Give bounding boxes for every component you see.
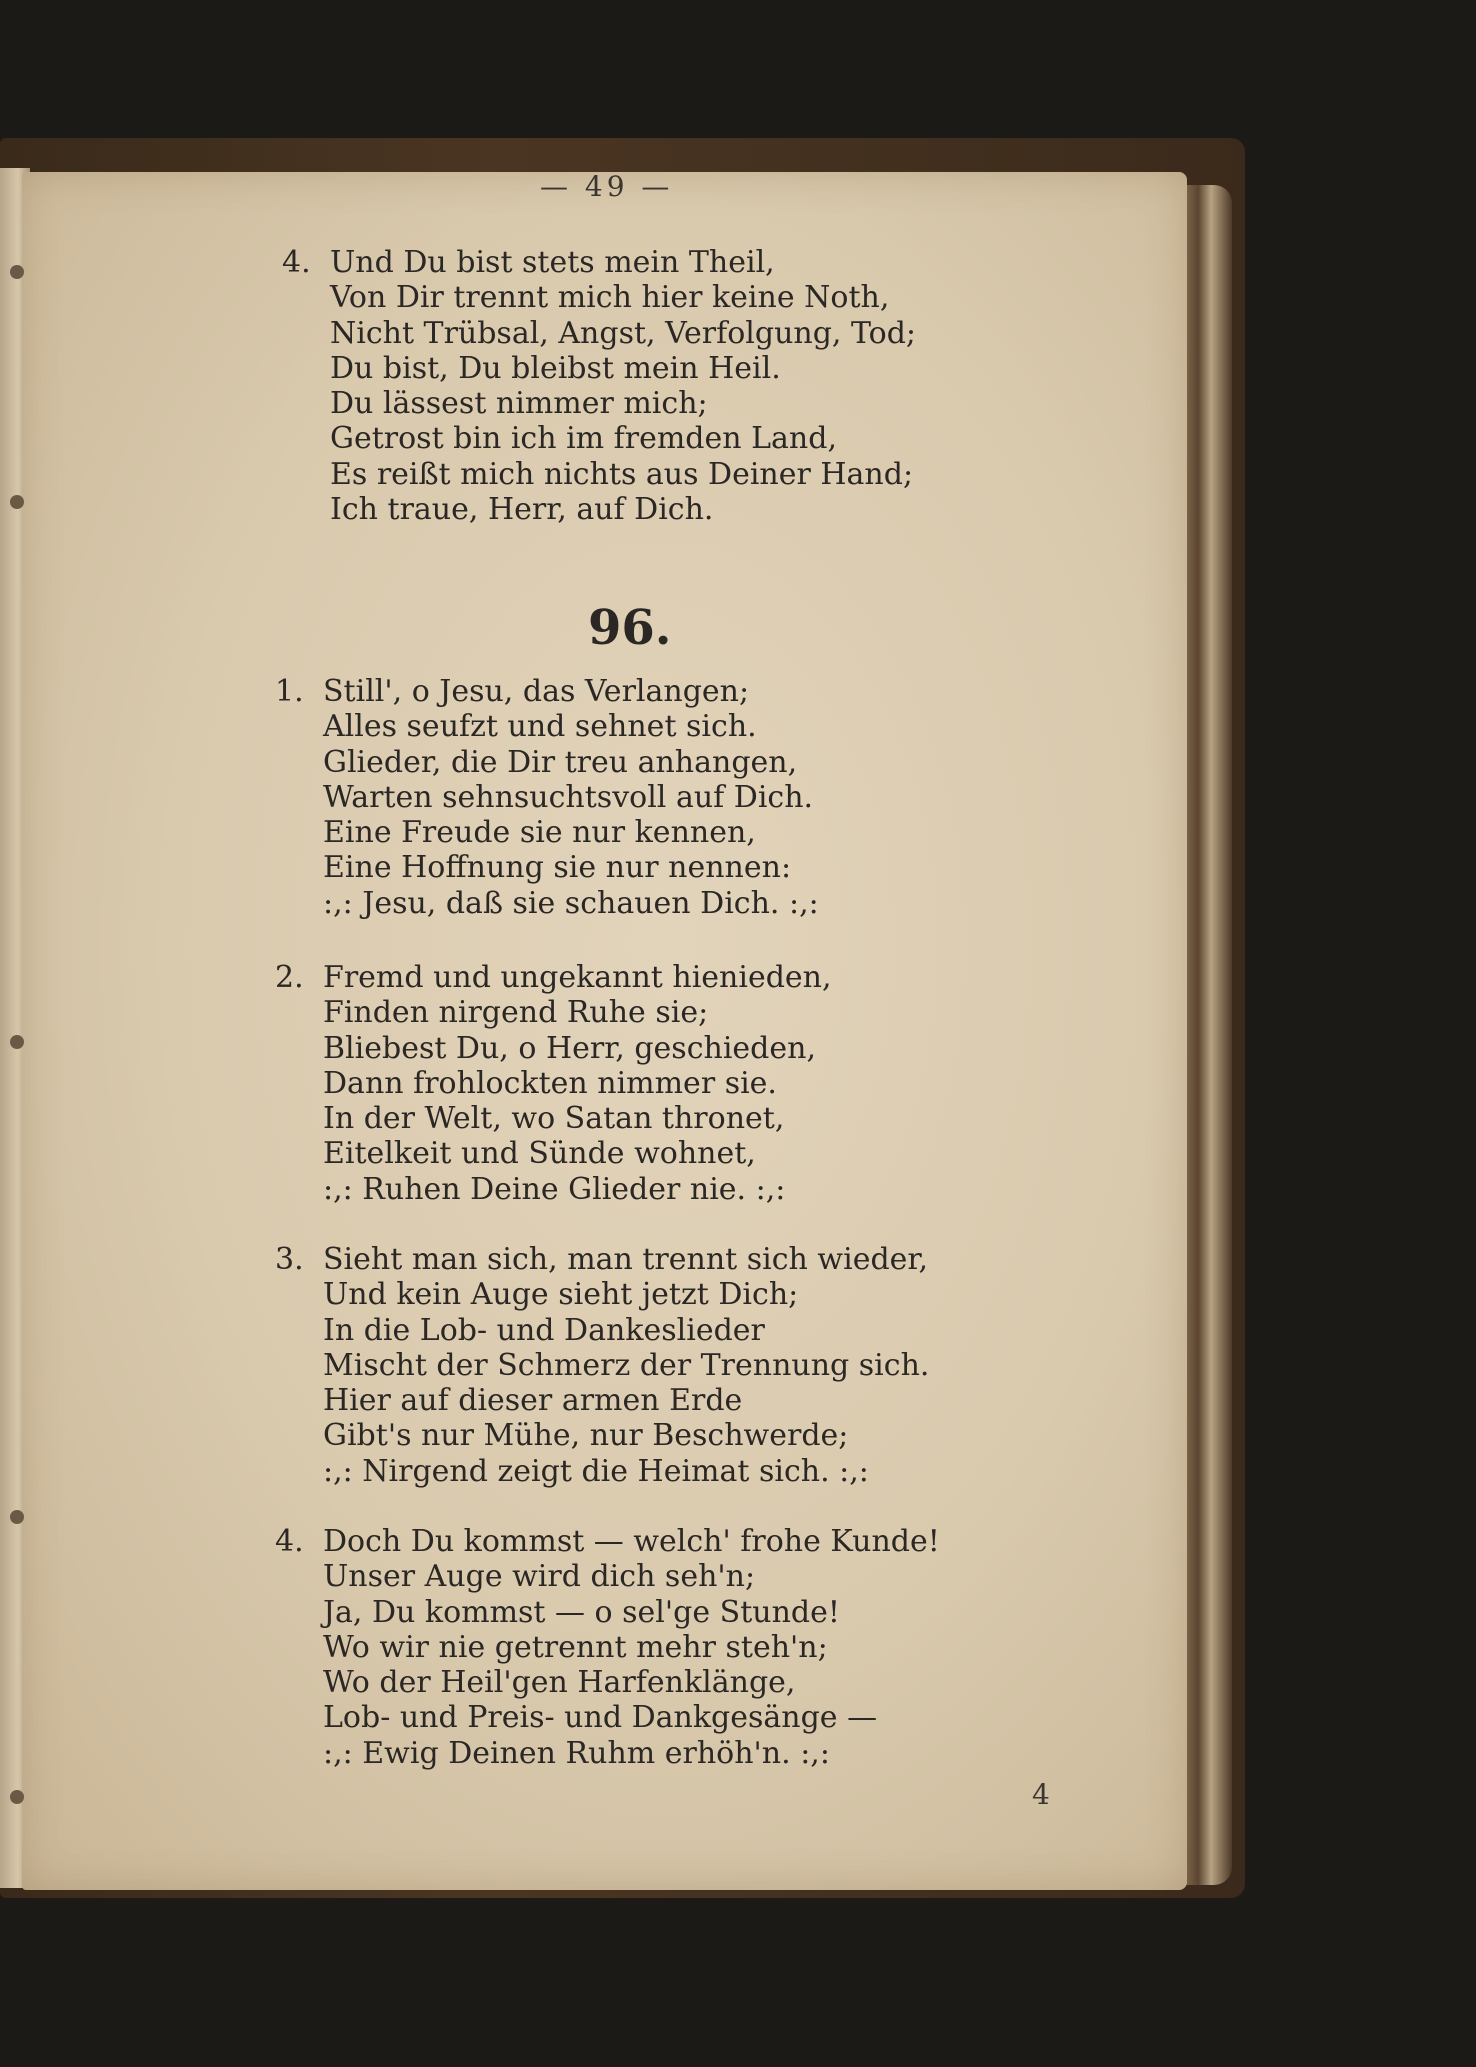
verse-line: Eitelkeit und Sünde wohnet,: [323, 1136, 756, 1172]
verse-line: Alles seufzt und sehnet sich.: [323, 709, 757, 745]
verse-line: Doch Du kommst — welch' frohe Kunde!: [323, 1524, 940, 1559]
verse-line: Finden nirgend Ruhe sie;: [323, 995, 709, 1031]
binding-stitch: [10, 265, 24, 279]
verse-line: Bliebest Du, o Herr, geschieden,: [323, 1030, 816, 1066]
stanza-number: 4.: [282, 245, 311, 280]
page-header: — 49 —: [540, 170, 674, 203]
verse-line: Wo der Heil'gen Harfenklänge,: [323, 1665, 796, 1701]
verse-line: Von Dir trennt mich hier keine Noth,: [330, 280, 890, 316]
stanza-3: [275, 1242, 929, 1489]
binding-stitch: [10, 1035, 24, 1049]
verse-line: In der Welt, wo Satan thronet,: [323, 1101, 785, 1137]
verse-line: Wo wir nie getrennt mehr steh'n;: [323, 1629, 828, 1665]
verse-line: :,: Nirgend zeigt die Heimat sich. :,:: [323, 1453, 869, 1489]
binding-stitch: [10, 1510, 24, 1524]
intro-stanza: [282, 245, 916, 527]
verse-line: Unser Auge wird dich seh'n;: [323, 1559, 756, 1595]
verse-line: :,: Jesu, daß sie schauen Dich. :,:: [323, 885, 819, 921]
signature-mark: 4: [1032, 1778, 1050, 1811]
verse-line: Getrost bin ich im fremden Land,: [330, 421, 837, 457]
verse-line: Gibt's nur Mühe, nur Beschwerde;: [323, 1418, 849, 1454]
hymn-number: 96.: [588, 600, 672, 656]
verse-line: Du lässest nimmer mich;: [330, 386, 708, 422]
verse-line: Und Du bist stets mein Theil,: [330, 245, 775, 280]
verse-line: Ich traue, Herr, auf Dich.: [330, 492, 714, 528]
verse-line: Es reißt mich nichts aus Deiner Hand;: [330, 456, 914, 492]
stanza-number: 2.: [275, 960, 304, 995]
verse-line: Dann frohlockten nimmer sie.: [323, 1065, 777, 1101]
verse-line: Du bist, Du bleibst mein Heil.: [330, 350, 781, 386]
stanza-2: [275, 960, 832, 1207]
verse-line: Und kein Auge sieht jetzt Dich;: [323, 1277, 799, 1313]
verse-line: Lob- und Preis- und Dankgesänge —: [323, 1700, 878, 1736]
binding-stitch: [10, 495, 24, 509]
verse-line: Ja, Du kommst — o sel'ge Stunde!: [323, 1594, 840, 1630]
verse-line: Sieht man sich, man trennt sich wieder,: [323, 1242, 928, 1277]
page-edges: [1180, 185, 1232, 1885]
verse-line: :,: Ewig Deinen Ruhm erhöh'n. :,:: [323, 1735, 830, 1771]
verse-line: Nicht Trübsal, Angst, Verfolgung, Tod;: [330, 315, 917, 351]
verse-line: Hier auf dieser armen Erde: [323, 1383, 743, 1419]
stanza-number: 3.: [275, 1242, 304, 1277]
verse-line: Mischt der Schmerz der Trennung sich.: [323, 1347, 930, 1383]
verse-line: In die Lob- und Dankeslieder: [323, 1312, 765, 1348]
stanza-number: 4.: [275, 1524, 304, 1559]
binding-stitch: [10, 1790, 24, 1804]
verse-line: Glieder, die Dir treu anhangen,: [323, 744, 798, 780]
verse-line: Fremd und ungekannt hienieden,: [323, 960, 832, 995]
stanza-4: [275, 1524, 940, 1771]
verse-line: Warten sehnsuchtsvoll auf Dich.: [323, 779, 814, 815]
stanza-1: [275, 674, 819, 921]
verse-line: Eine Hoffnung sie nur nennen:: [323, 850, 792, 886]
verse-line: :,: Ruhen Deine Glieder nie. :,:: [323, 1171, 786, 1207]
verse-line: Eine Freude sie nur kennen,: [323, 815, 756, 851]
stanza-number: 1.: [275, 674, 304, 709]
verse-line: Still', o Jesu, das Verlangen;: [323, 674, 750, 709]
